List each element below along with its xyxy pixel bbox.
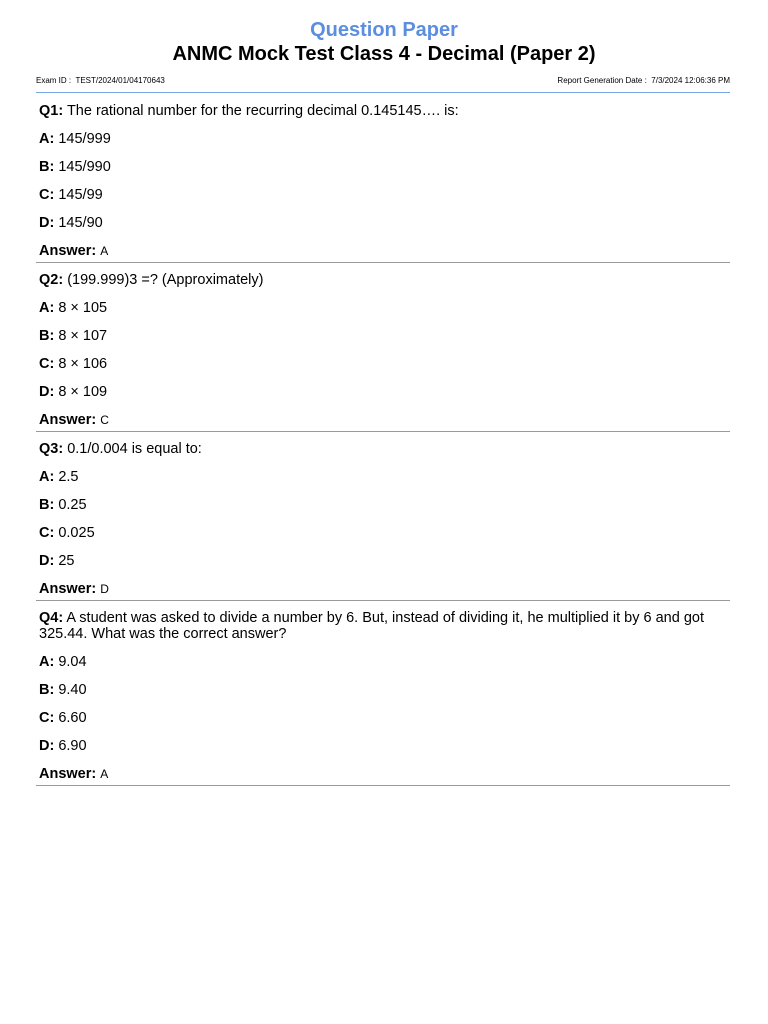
- option-key: D:: [39, 553, 55, 569]
- option-text: 2.5: [58, 469, 79, 485]
- option-key: B:: [39, 497, 55, 513]
- option-key: C:: [39, 356, 55, 372]
- option-d: [39, 384, 730, 400]
- option-text: 6.60: [58, 710, 87, 726]
- option-a: [39, 131, 730, 147]
- report-date: [557, 76, 730, 85]
- question-text: [39, 272, 730, 288]
- option-text: 145/990: [58, 159, 111, 175]
- option-key: B:: [39, 682, 55, 698]
- option-key: B:: [39, 159, 55, 175]
- answer-value: A: [100, 244, 109, 258]
- option-key: A:: [39, 131, 55, 147]
- answer-value: C: [100, 413, 109, 427]
- answer-line: [39, 243, 730, 259]
- question-body: A student was asked to divide a number by 6. But, instead of dividing it, he multiplied it by 6 and got 325.44. What was the correct answer?: [39, 610, 704, 642]
- option-d: [39, 215, 730, 231]
- answer-line: [39, 412, 730, 428]
- option-key: D:: [39, 384, 55, 400]
- exam-meta-bar: [36, 76, 730, 93]
- option-key: A:: [39, 300, 55, 316]
- option-text: 145/999: [58, 131, 111, 147]
- question-block: [36, 263, 730, 432]
- question-number: Q4:: [39, 610, 64, 626]
- option-a: [39, 300, 730, 316]
- option-text: 8 × 106: [58, 356, 108, 372]
- option-c: [39, 187, 730, 203]
- answer-label: Answer:: [39, 766, 97, 782]
- option-text: 8 × 105: [58, 300, 108, 316]
- option-key: A:: [39, 654, 55, 670]
- question-body: The rational number for the recurring decimal 0.145145…. is:: [66, 103, 459, 119]
- report-date-value: 7/3/2024 12:06:36 PM: [651, 76, 730, 85]
- question-body: 0.1/0.004 is equal to:: [67, 441, 202, 457]
- question-text: [39, 441, 730, 457]
- question-block: [36, 432, 730, 601]
- option-text: 6.90: [58, 738, 87, 754]
- option-text: 0.25: [58, 497, 87, 513]
- option-b: [39, 328, 730, 344]
- option-b: [39, 682, 730, 698]
- option-c: [39, 710, 730, 726]
- question-block: [36, 601, 730, 786]
- answer-label: Answer:: [39, 581, 97, 597]
- option-key: C:: [39, 187, 55, 203]
- option-c: [39, 525, 730, 541]
- option-text: 0.025: [58, 525, 95, 541]
- option-key: C:: [39, 525, 55, 541]
- option-c: [39, 356, 730, 372]
- option-text: 9.04: [58, 654, 87, 670]
- option-text: 9.40: [58, 682, 87, 698]
- option-text: 8 × 107: [58, 328, 108, 344]
- question-block: [36, 94, 730, 263]
- option-b: [39, 159, 730, 175]
- question-body: (199.999)3 =? (Approximately): [67, 272, 264, 288]
- option-key: A:: [39, 469, 55, 485]
- option-b: [39, 497, 730, 513]
- option-text: 25: [58, 553, 75, 569]
- question-text: [39, 610, 730, 642]
- answer-value: A: [100, 767, 109, 781]
- answer-line: [39, 581, 730, 597]
- document-title: ANMC Mock Test Class 4 - Decimal (Paper 2): [172, 43, 596, 65]
- option-key: C:: [39, 710, 55, 726]
- document-kicker: Question Paper: [310, 19, 458, 41]
- question-number: Q1:: [39, 103, 64, 119]
- option-key: B:: [39, 328, 55, 344]
- option-d: [39, 738, 730, 754]
- report-date-label: Report Generation Date :: [557, 76, 647, 85]
- option-text: 8 × 109: [58, 384, 108, 400]
- exam-id: [36, 76, 165, 85]
- answer-line: [39, 766, 730, 782]
- question-number: Q3:: [39, 441, 64, 457]
- question-list: [36, 94, 730, 786]
- option-text: 145/90: [58, 215, 103, 231]
- option-a: [39, 469, 730, 485]
- question-text: [39, 103, 730, 119]
- question-number: Q2:: [39, 272, 64, 288]
- answer-value: D: [100, 582, 109, 596]
- option-d: [39, 553, 730, 569]
- option-a: [39, 654, 730, 670]
- option-key: D:: [39, 738, 55, 754]
- answer-label: Answer:: [39, 243, 97, 259]
- exam-id-value: TEST/2024/01/04170643: [75, 76, 165, 85]
- option-text: 145/99: [58, 187, 103, 203]
- exam-id-label: Exam ID :: [36, 76, 72, 85]
- answer-label: Answer:: [39, 412, 97, 428]
- option-key: D:: [39, 215, 55, 231]
